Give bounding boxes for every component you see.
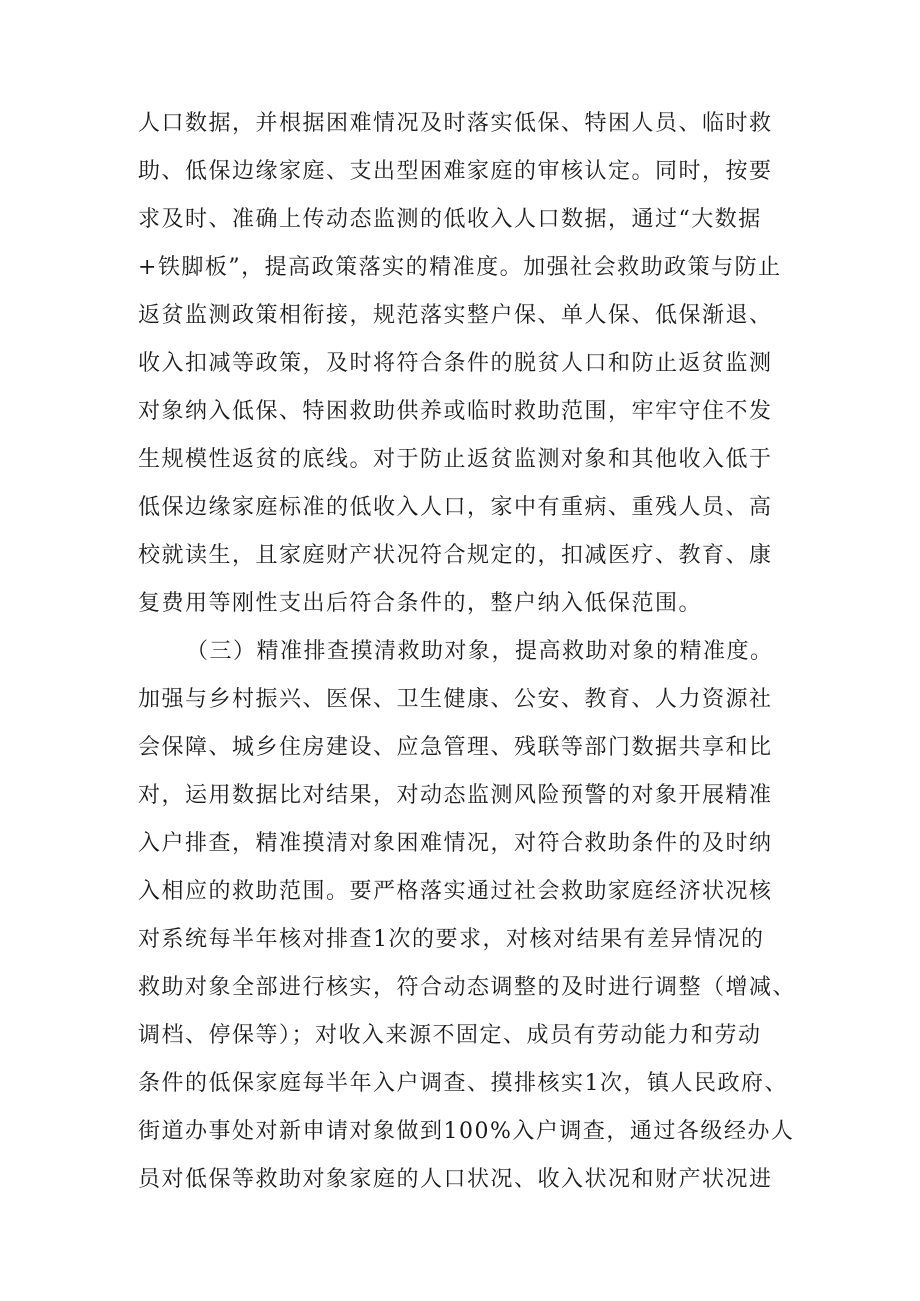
text-line: 校就读生，且家庭财产状况符合规定的，扣减医疗、教育、康 bbox=[138, 543, 773, 568]
text-line: 收入扣减等政策，及时将符合条件的脱贫人口和防止返贫监测 bbox=[138, 351, 773, 376]
text-line: 调档、停保等）；对收入来源不固定、成员有劳动能力和劳动 bbox=[138, 1023, 762, 1048]
text-line: 返贫监测政策相衔接，规范落实整户保、单人保、低保渐退、 bbox=[138, 303, 773, 328]
text-line: 街道办事处对新申请对象做到100%入户调查，通过各级经办人 bbox=[138, 1119, 795, 1144]
text-line: 对，运用数据比对结果，对动态监测风险预警的对象开展精准 bbox=[138, 783, 773, 808]
text-line: 人口数据，并根据困难情况及时落实低保、特困人员、临时救 bbox=[138, 111, 773, 136]
text-line: 求及时、准确上传动态监测的低收入人口数据，通过“大数据 bbox=[138, 207, 762, 232]
text-line: 助、低保边缘家庭、支出型困难家庭的审核认定。同时，按要 bbox=[138, 159, 773, 184]
text-line: 加强与乡村振兴、医保、卫生健康、公安、教育、人力资源社 bbox=[138, 687, 773, 712]
text-line: 救助对象全部进行核实，符合动态调整的及时进行调整（增减、 bbox=[138, 975, 797, 1000]
text-line: 低保边缘家庭标准的低收入人口，家中有重病、重残人员、高 bbox=[138, 495, 773, 520]
text-line: 条件的低保家庭每半年入户调查、摸排核实1次，镇人民政府、 bbox=[138, 1071, 788, 1096]
text-line: 员对低保等救助对象家庭的人口状况、收入状况和财产状况进 bbox=[138, 1167, 773, 1192]
text-line: 对象纳入低保、特困救助供养或临时救助范围，牢牢守住不发 bbox=[138, 399, 773, 424]
text-line: 对系统每半年核对排查1次的要求，对核对结果有差异情况的 bbox=[138, 927, 765, 952]
text-line: +铁脚板”，提高政策落实的精准度。加强社会救助政策与防止 bbox=[138, 255, 782, 280]
text-line: 会保障、城乡住房建设、应急管理、残联等部门数据共享和比 bbox=[138, 735, 773, 760]
section-heading: （三）精准排查摸清救助对象，提高救助对象的精准度。 bbox=[186, 639, 774, 664]
text-line: 入相应的救助范围。要严格落实通过社会救助家庭经济状况核 bbox=[138, 879, 773, 904]
text-line: 复费用等刚性支出后符合条件的，整户纳入低保范围。 bbox=[138, 591, 703, 616]
text-line: 入户排查，精准摸清对象困难情况，对符合救助条件的及时纳 bbox=[138, 831, 773, 856]
text-line: 生规模性返贫的底线。对于防止返贫监测对象和其他收入低于 bbox=[138, 447, 773, 472]
